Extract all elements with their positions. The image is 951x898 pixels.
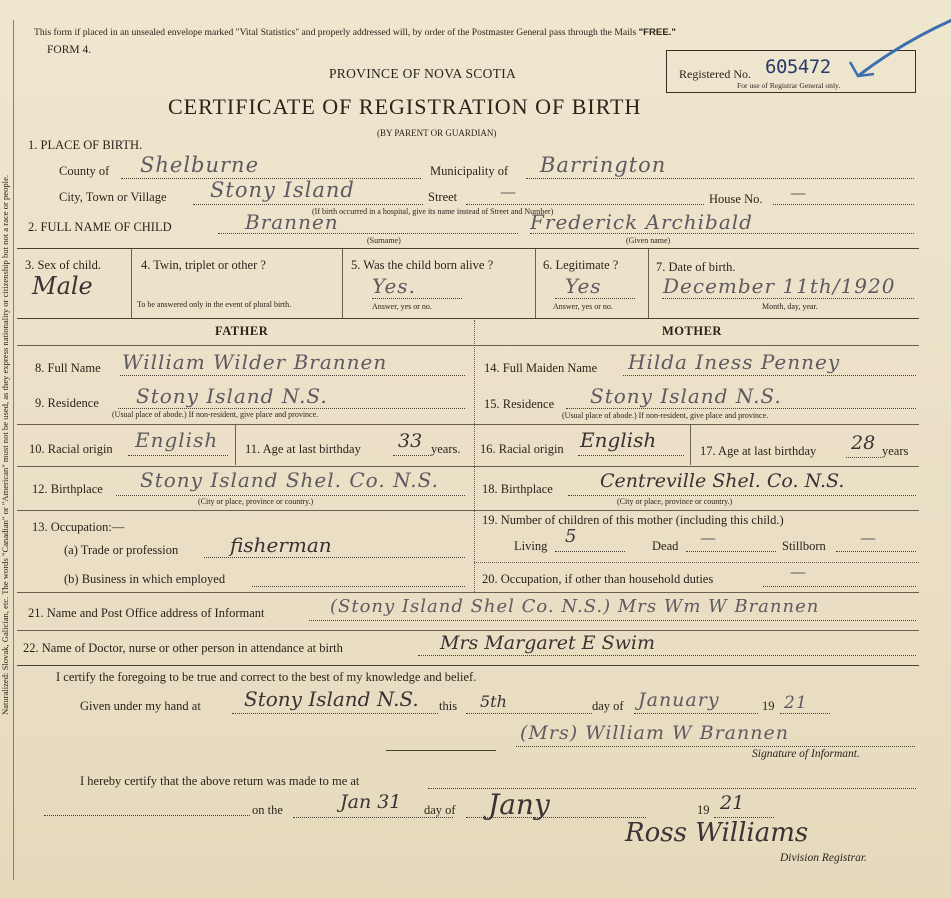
mother-children-label: 19. Number of children of this mother (including this child.) [482,513,784,527]
given-day: 5th [480,692,507,711]
on-the-label: on the [252,803,283,817]
father-business-label: (b) Business in which employed [64,572,226,586]
mother-residence-note: (Usual place of abode.) If non-resident, give place and province. [562,411,769,420]
registrar-signature: Ross Williams [625,818,809,848]
dead-value: — [700,528,717,547]
mother-birthplace: Centreville Shel. Co. N.S. [600,470,845,492]
mother-residence: Stony Island N.S. [590,384,782,408]
father-trade-label: (a) Trade or profession [64,543,179,557]
mother-racial: English [580,428,657,452]
father-residence-note: (Usual place of abode.) If non-resident, give place and province. [112,410,319,419]
city-label: City, Town or Village [59,190,167,204]
informant-label: 21. Name and Post Office address of Informant [28,606,265,620]
mail-notice: This form if placed in an unsealed envelope marked "Vital Statistics" and properly addressed will, by order of the Postmaster General pass through the Mails "FREE." [34,27,676,38]
informant-value: (Stony Island Shel Co. N.S.) Mrs Wm W Brannen [330,596,820,617]
sex-label: 3. Sex of child. [25,258,102,272]
father-birthplace: Stony Island Shel. Co. N.S. [140,468,440,492]
child-given-name: Frederick Archibald [530,210,753,234]
mother-age: 28 [851,432,876,454]
mother-name: Hilda Iness Penney [628,350,841,374]
alive-value: Yes. [372,274,416,298]
dead-label: Dead [652,539,679,553]
given-caption: (Given name) [626,236,671,245]
county-label: County of [59,164,110,178]
twin-note: To be answered only in the event of plural birth. [137,300,292,309]
registrar-use-note: For use of Registrar General only. [737,81,841,90]
father-birthplace-note: (City or place, province or country.) [198,497,314,506]
given-month: January [638,689,720,711]
mother-name-label: 14. Full Maiden Name [484,361,598,375]
registrar-year-prefix: 19 [697,803,710,817]
living-label: Living [514,539,548,553]
registered-number: 605472 [765,56,831,78]
surname-caption: (Surname) [367,236,401,245]
date-label: 7. Date of birth. [656,260,736,274]
page-title: CERTIFICATE OF REGISTRATION OF BIRTH [168,94,642,119]
father-residence: Stony Island N.S. [136,384,328,408]
father-age-label: 11. Age at last birthday [245,442,361,456]
mother-years: years [882,444,909,458]
father-occupation-label: 13. Occupation:— [32,520,125,534]
informant-signature-caption: Signature of Informant. [752,748,860,760]
mother-age-label: 17. Age at last birthday [700,444,817,458]
twin-label: 4. Twin, triplet or other ? [141,258,266,272]
father-name: William Wilder Brannen [122,350,388,374]
father-trade: fisherman [230,533,332,557]
day-of-label: day of [592,699,624,713]
child-name-label: 2. FULL NAME OF CHILD [28,220,172,234]
county-value: Shelburne [140,153,260,177]
side-note: Naturalized: Slovak, Galician, etc. The words "Canadian" or "American" must not be used, as they express nationality or citizenship but not a race or people. [0,174,10,716]
doctor-label: 22. Name of Doctor, nurse or other person in attendance at birth [23,641,343,655]
father-racial: English [135,428,219,452]
blue-check-mark [840,14,951,84]
hospital-note: (If birth occurred in a hospital, give its name instead of Street and Number) [312,207,554,216]
mother-heading: MOTHER [662,324,722,338]
given-label: Given under my hand at [80,699,201,713]
given-year-suffix: 21 [784,693,808,713]
free-mark: "FREE." [638,27,676,38]
registrar-day-of-label: day of [424,803,456,817]
side-rule [13,20,14,880]
registrar-day: Jan 31 [340,791,402,813]
mother-occupation-label: 20. Occupation, if other than household duties [482,572,714,586]
house-value: — [790,183,807,202]
alive-label: 5. Was the child born alive ? [351,258,494,272]
father-age: 33 [398,430,423,452]
street-label: Street [428,190,458,204]
street-value: — [500,182,517,201]
father-birthplace-label: 12. Birthplace [32,482,103,496]
mother-racial-label: 16. Racial origin [480,442,564,456]
certify-statement: I certify the foregoing to be true and correct to the best of my knowledge and belief. [56,670,477,684]
mother-occupation: — [790,562,807,581]
registered-label: Registered No. [679,67,751,81]
given-place: Stony Island N.S. [244,687,419,711]
date-value: December 11th/1920 [663,274,896,298]
date-note: Month, day, year. [762,302,818,311]
city-value: Stony Island [210,178,355,202]
mother-birthplace-label: 18. Birthplace [482,482,553,496]
stillborn-value: — [860,528,877,547]
house-label: House No. [709,192,763,206]
mother-residence-label: 15. Residence [484,397,555,411]
registrar-month: Jany [488,788,550,821]
informant-signature: (Mrs) William W Brannen [520,722,789,744]
father-heading: FATHER [215,324,269,338]
this-label: this [439,699,458,713]
place-heading: 1. PLACE OF BIRTH. [28,138,143,152]
municipality-value: Barrington [540,153,667,177]
mother-birthplace-note: (City or place, province or country.) [617,497,733,506]
registrar-signature-caption: Division Registrar. [780,852,867,864]
registrar-statement: I hereby certify that the above return was made to me at [80,774,360,788]
province: PROVINCE OF NOVA SCOTIA [329,66,517,81]
form-number: FORM 4. [47,44,92,56]
alive-note: Answer, yes or no. [372,302,432,311]
municipality-label: Municipality of [430,164,509,178]
registrar-year-suffix: 21 [720,792,745,814]
doctor-value: Mrs Margaret E Swim [440,632,655,654]
father-years: years. [431,442,461,456]
stillborn-label: Stillborn [782,539,826,553]
given-year-prefix: 19 [762,699,775,713]
father-name-label: 8. Full Name [35,361,101,375]
legitimate-label: 6. Legitimate ? [543,258,619,272]
legitimate-note: Answer, yes or no. [553,302,613,311]
child-surname: Brannen [245,210,339,234]
subtitle: (BY PARENT OR GUARDIAN) [377,128,497,138]
father-residence-label: 9. Residence [35,396,99,410]
sex-value: Male [32,272,93,300]
father-racial-label: 10. Racial origin [29,442,113,456]
legitimate-value: Yes [565,274,602,298]
living-value: 5 [565,526,577,547]
